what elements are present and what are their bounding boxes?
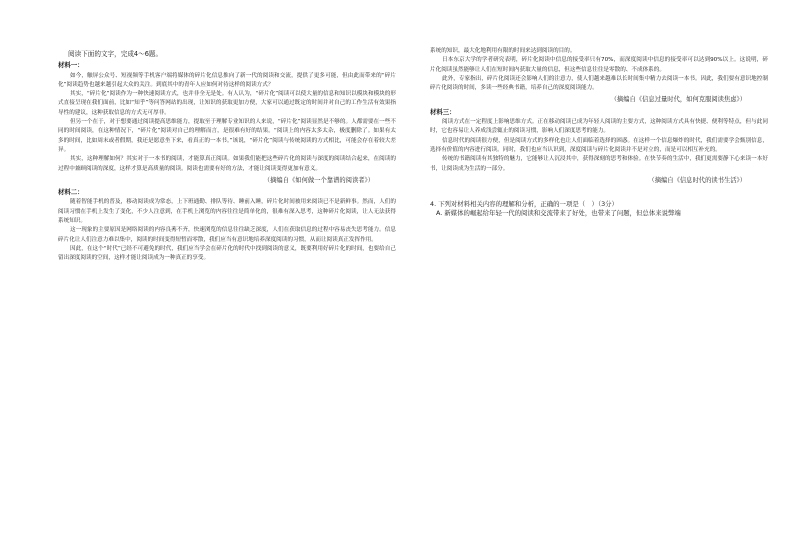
material-three-label: 材料三： xyxy=(430,107,456,116)
question-4: 4. 下列对材料相关内容的理解和分析，正确的一项是（ ）（3分） xyxy=(430,200,618,209)
paragraph: 这一现象的主要原因是网络阅读的内容良莠不齐，快速浏览的信息往往缺乏深度，人们在获取信息的过程中容易丧失思考能力。信息碎片化让人们注意力难以集中，阅读的时间变得短暂而零散，我们应当有意识地培养深度阅读的习惯，从而让阅读真正发挥作用。 xyxy=(58,227,396,243)
question-4-option-a: A. 新媒体的崛起给年轻一代的阅读和交流带来了好处，也带来了问题，但总体来说弊端 xyxy=(436,209,681,218)
paragraph: 传统的书籍阅读有其独特的魅力，它能够让人沉浸其中，获得深刻的思考和体验。在快节奏的生活中，我们更需要静下心来读一本好书，让阅读成为生活的一部分。 xyxy=(430,156,768,172)
paragraph: 其实，这种理解如何？其实对于一本书的阅读，才能算真正阅读。如果我们能把这些碎片化的阅读与深度的阅读结合起来，在阅读的过程中兼顾阅读的深度，这样才算是高质量的阅读。阅读也需要有好的方法，才能让阅读变得更加有意义。 xyxy=(58,156,396,172)
material-one-label: 材料一： xyxy=(58,61,84,70)
source-citation: （摘编自《如何做一个靠谱的阅读者》） xyxy=(263,176,374,184)
paragraph: 信息时代的阅读很方便，但是阅读方式的多样化也让人们面临着选择的困惑。在这样一个信息爆炸的时代，我们需要学会甄别信息，选择有价值的内容进行阅读。同时，我们也应当认识到，深度阅读与碎片化阅读并不是对立的，而是可以相互补充的。 xyxy=(430,137,768,153)
paragraph: 系统的知识，最大化地利用有限的时间来达到阅读的目的。 xyxy=(430,48,576,54)
paragraph: 阅读方式在一定程度上影响思维方式。正在移动阅读已成为年轻人阅读的主要方式，这种阅读方式具有快捷、便利等特点，但与此同时，它也容易让人养成浅尝辄止的阅读习惯，影响人们深度思考的能力。 xyxy=(430,119,768,135)
paragraph: 日本东京大学的学者研究表明，碎片化阅读中信息的接受率只有70%，而深度阅读中信息的接受率可以达到90%以上。这说明，碎片化阅读虽然能够让人们在短时间内获取大量的信息，但这些信息往往是零散的、不成体系的。 xyxy=(430,57,768,73)
reading-instruction: 阅读下面的文字，完成4～6题。 xyxy=(68,50,163,58)
right-column xyxy=(430,47,768,219)
paragraph: 随着智能手机的普及，移动阅读成为常态，上下班通勤、排队等待、睡前入睡，碎片化时间被用来阅读已不是新鲜事。然而，人们的阅读习惯在手机上发生了变化，不少人注意到，在手机上浏览的内容往往是简单化的，很难有深入思考，这种碎片化阅读，让人无法获得系统知识。 xyxy=(58,199,396,225)
paragraph: 其实，“碎片化”阅读作为一种快速阅读方式，也并非全无是处。有人认为，“碎片化”阅读可以使大量的信息和知识以模块和模块的形式直接呈现在我们面前，比如“知乎”等问答网站的出现，让知识的获取更加方便，大家可以通过既定的时间并对自己的工作生活有效果指导性的建议，这种获取信息的方式无可厚非。 xyxy=(58,91,396,116)
paragraph: 此外，专家指出，碎片化阅读还会影响人们的注意力，使人们越来越难以长时间集中精力去阅读一本书。因此，我们要有意识地控制碎片化阅读的时间，多读一些经典书籍，培养自己的深度阅读能力。 xyxy=(430,75,768,92)
source-citation: （摘编自《信息时代的读书生活》） xyxy=(648,176,746,184)
paragraph: 但另一个在于，对于想要通过阅读提高思维能力，提取至于理解专业知识的人来说，“碎片化”阅读显然是不够的。人都需要在一些不同的时间阅读，在这种情况下，“碎片化”阅读对自己的理解而言，是很难有好的结果。“阅读上的内容太多太杂，极度删除了。如果有太多的时间，比如周末或者假期，我还是愿意坐下来，看真正的一本书。”该说，“碎片化”阅读与传统阅读的方式相比，可能会存在着较大差异。 xyxy=(58,119,396,153)
material-two-label: 材料二： xyxy=(58,188,84,197)
source-citation: （摘编自《信息过量时代，如何克服阅读焦虑》） xyxy=(610,96,746,104)
left-column xyxy=(58,50,396,264)
paragraph: 如今，触屏公众号、短视频等手机客户端将媒体的碎片化信息推向了新一代的阅读和交流，提供了更多可能，但由此而带来的“碎片化”阅读趋势也越来越引起大众的关注。到底其中的青年人应如何对待这样的阅读方式？ xyxy=(58,72,396,88)
paragraph: 因此，在这个“时代”已经不可避免的时代，我们应当学会在碎片化的时代中找到阅读的意义，既要利用好碎片化的时间，也要给自己留出深度阅读的空间，这样才能让阅读成为一种真正的享受。 xyxy=(58,245,396,262)
